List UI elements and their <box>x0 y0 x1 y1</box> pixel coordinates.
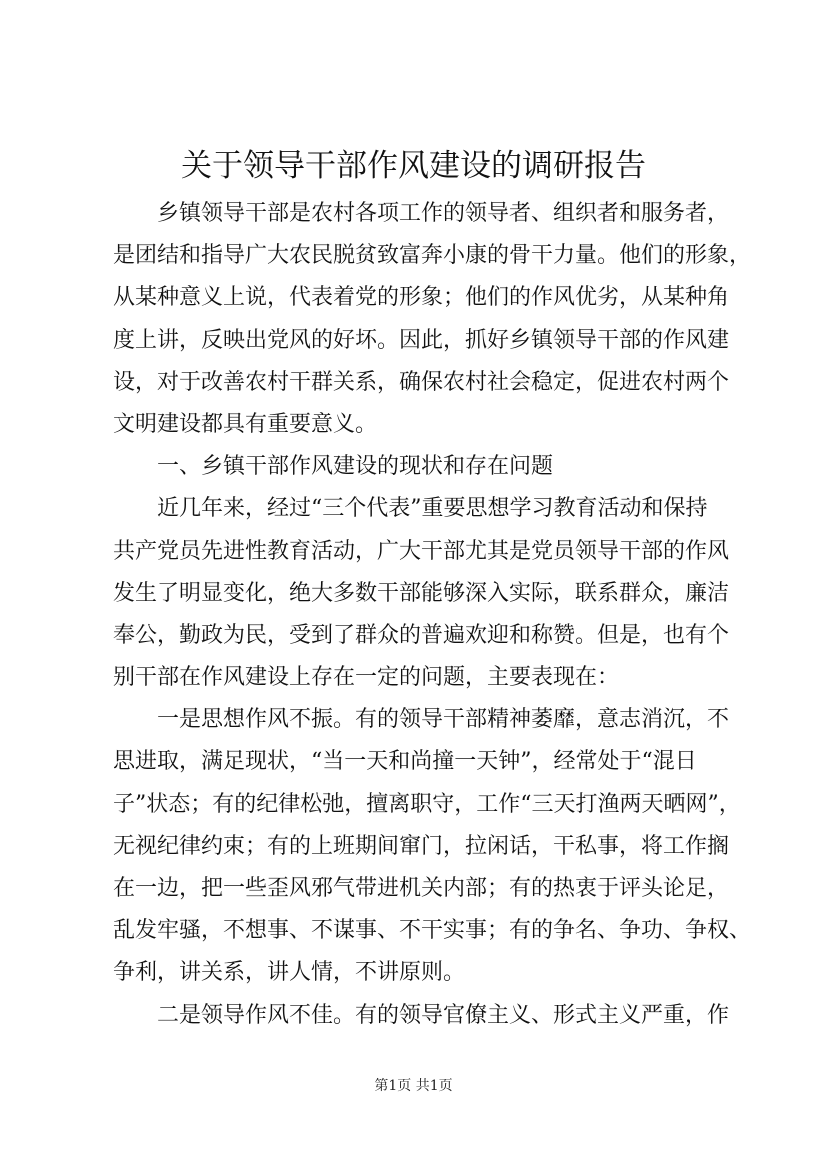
paragraph-line: 奉公，勤政为民，受到了群众的普遍欢迎和称赞。但是，也有个 <box>113 622 730 648</box>
paragraph-line: 发生了明显变化，绝大多数干部能够深入实际，联系群众，廉洁 <box>113 580 730 606</box>
paragraph-line: 是团结和指导广大农民脱贫致富奔小康的骨干力量。他们的形象， <box>113 243 752 269</box>
paragraph-line: 争利，讲关系，讲人情，不讲原则。 <box>113 960 466 986</box>
paragraph-line: 从某种意义上说，代表着党的形象；他们的作风优劣，从某种角 <box>113 285 730 311</box>
paragraph-line: 别干部在作风建设上存在一定的问题，主要表现在： <box>113 665 620 691</box>
document-body <box>113 193 752 1037</box>
paragraph-line: 乱发牢骚，不想事、不谋事、不干实事；有的争名、争功、争权、 <box>113 918 752 944</box>
paragraph-line: 近几年来，经过“三个代表”重要思想学习教育活动和保持 <box>157 496 708 522</box>
document-title: 关于领导干部作风建设的调研报告 <box>181 148 646 184</box>
paragraph-line: 乡镇领导干部是农村各项工作的领导者、组织者和服务者， <box>157 201 730 226</box>
paragraph-line: 一是思想作风不振。有的领导干部精神萎靡，意志消沉，不 <box>157 707 730 733</box>
paragraph-line: 子”状态；有的纪律松弛，擅离职守，工作“三天打渔两天晒网”， <box>113 791 741 817</box>
paragraph-line: 在一边，把一些歪风邪气带进机关内部；有的热衷于评头论足， <box>113 876 730 901</box>
paragraph-line: 二是领导作风不佳。有的领导官僚主义、形式主义严重，作 <box>157 1002 730 1028</box>
paragraph-line: 设，对于改善农村干群关系，确保农村社会稳定，促进农村两个 <box>113 369 730 395</box>
paragraph-line: 度上讲，反映出党风的好坏。因此，抓好乡镇领导干部的作风建 <box>113 327 730 353</box>
paragraph-line: 共产党员先进性教育活动，广大干部尤其是党员领导干部的作风 <box>113 538 730 564</box>
paragraph-line: 思进取，满足现状，“当一天和尚撞一天钟”，经常处于“混日 <box>113 749 697 775</box>
page-number: 第1页 共1页 <box>374 1078 453 1094</box>
paragraph-line: 无视纪律约束；有的上班期间窜门，拉闲话，干私事，将工作搁 <box>113 833 730 859</box>
paragraph-line: 文明建设都具有重要意义。 <box>113 411 378 437</box>
section-heading: 一、乡镇干部作风建设的现状和存在问题 <box>157 454 554 480</box>
